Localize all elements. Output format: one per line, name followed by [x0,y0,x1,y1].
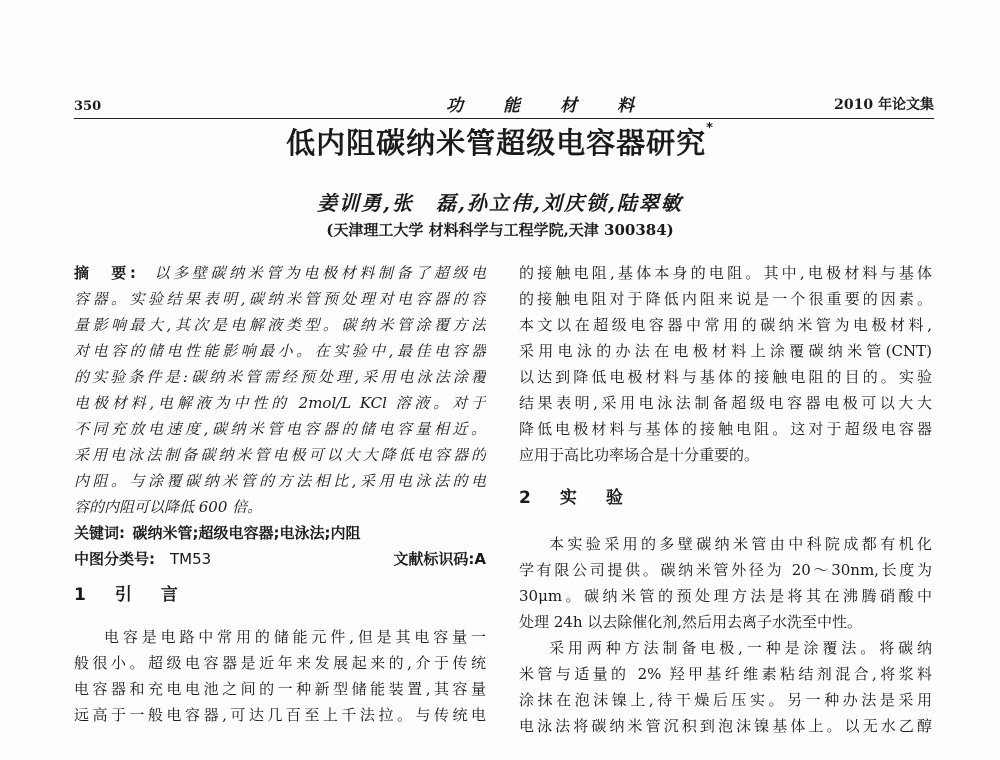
text-line: 般很小。超级电容器是近年来发展起来的,介于传统 [74,654,486,672]
experiment-paragraph-2 [519,635,932,739]
author-list: 姜训勇,张 磊,孙立伟,刘庆锁,陆翠敏 [317,191,683,215]
journal-name: 功能材料 [446,96,674,116]
abstract-line: 电极材料,电解液为中性的 2mol/L KCl 溶液。对于 [74,394,486,412]
text-line: 以达到降低电极材料与基体的接触电阻的目的。实验 [519,368,932,386]
keywords-text: 碳纳米管;超级电容器;电泳法;内阻 [132,524,361,542]
text-line: 30μm。碳纳米管的预处理方法是将其在沸腾硝酸中 [519,587,932,605]
text-line: 的接触电阻对于降低内阻来说是一个很重要的因素。 [519,290,932,308]
abstract-line: 不同充放电速度,碳纳米管电容器的储电容量相近。 [74,420,486,438]
keywords-label: 关键词: [74,524,125,542]
text-line: 电容是电路中常用的储能元件,但是其电容量一 [104,628,486,646]
text-line: 电容器和充电电池之间的一种新型储能装置,其容量 [74,680,486,698]
experiment-paragraph-1 [519,531,932,635]
text-line: 采用电泳的办法在电极材料上涂覆碳纳米管(CNT) [519,342,932,360]
abstract-label: 摘 要: [74,264,136,282]
abstract-line: 容的内阻可以降低 600 倍。 [74,498,263,516]
title-footnote-mark: * [706,121,714,136]
text-line: 涂抹在泡沫镍上,待干燥后压实。另一种办法是采用 [519,691,932,709]
text-line: 学有限公司提供。碳纳米管外径为 20～30nm,长度为 [519,561,932,579]
text-line: 米管与适量的 2% 羟甲基纤维素粘结剂混合,将浆料 [519,665,932,683]
abstract-line: 容器。实验结果表明,碳纳米管预处理对电容器的容 [74,290,486,308]
abstract [74,260,486,520]
section-heading-experiment: 2 实 验 [519,488,629,508]
text-line: 远高于一般电容器,可达几百至上千法拉。与传统电 [74,706,486,724]
abstract-line: 采用电泳法制备碳纳米管电极可以大大降低电容器的 [74,446,486,464]
doc-code-label: 文献标识码: [393,550,475,568]
doc-code-value: A [474,550,486,568]
text-line: 应用于高比功率场合是十分重要的。 [519,446,760,464]
text-line: 处理 24h 以去除催化剂,然后用去离子水洗至中性。 [519,613,863,631]
affiliation: (天津理工大学 材料科学与工程学院,天津 300384) [326,221,674,239]
keywords [74,520,486,546]
abstract-line: 的实验条件是:碳纳米管需经预处理,采用电泳法涂覆 [74,368,486,386]
right-column [519,260,932,739]
paper-title [0,121,1000,162]
page-number: 350 [74,99,102,114]
abstract-line: 对电容的储电性能影响最小。在实验中,最佳电容器 [74,342,486,360]
section-heading-intro: 1 引 言 [74,585,184,605]
text-line: 本文以在超级电容器中常用的碳纳米管为电极材料, [519,316,932,334]
intro-paragraph [74,624,486,728]
title-text: 低内阻碳纳米管超级电容器研究 [286,126,707,160]
running-header [74,92,934,119]
text-line: 的接触电阻,基体本身的电阻。其中,电极材料与基体 [519,264,932,282]
text-line: 本实验采用的多壁碳纳米管由中科院成都有机化 [549,535,932,553]
text-line: 采用两种方法制备电极,一种是涂覆法。将碳纳 [549,639,932,657]
abstract-line: 摘 要: 以多壁碳纳米管为电极材料制备了超级电 [74,264,486,282]
text-line: 结果表明,采用电泳法制备超级电容器电极可以大大 [519,394,932,412]
text-line: 降低电极材料与基体的接触电阻。这对于超级电容器 [519,420,932,438]
abstract-line: 量影响最大,其次是电解液类型。碳纳米管涂覆方法 [74,316,486,334]
left-column [74,260,486,728]
classification-line [74,546,486,572]
clc-value: TM53 [170,550,212,568]
clc-label: 中图分类号: [74,550,155,568]
abstract-line: 内阻。与涂覆碳纳米管的方法相比,采用电泳法的电 [74,472,486,490]
issue-label: 2010 年论文集 [834,97,934,113]
text-line: 电泳法将碳纳米管沉积到泡沫镍基体上。以无水乙醇 [519,717,932,735]
